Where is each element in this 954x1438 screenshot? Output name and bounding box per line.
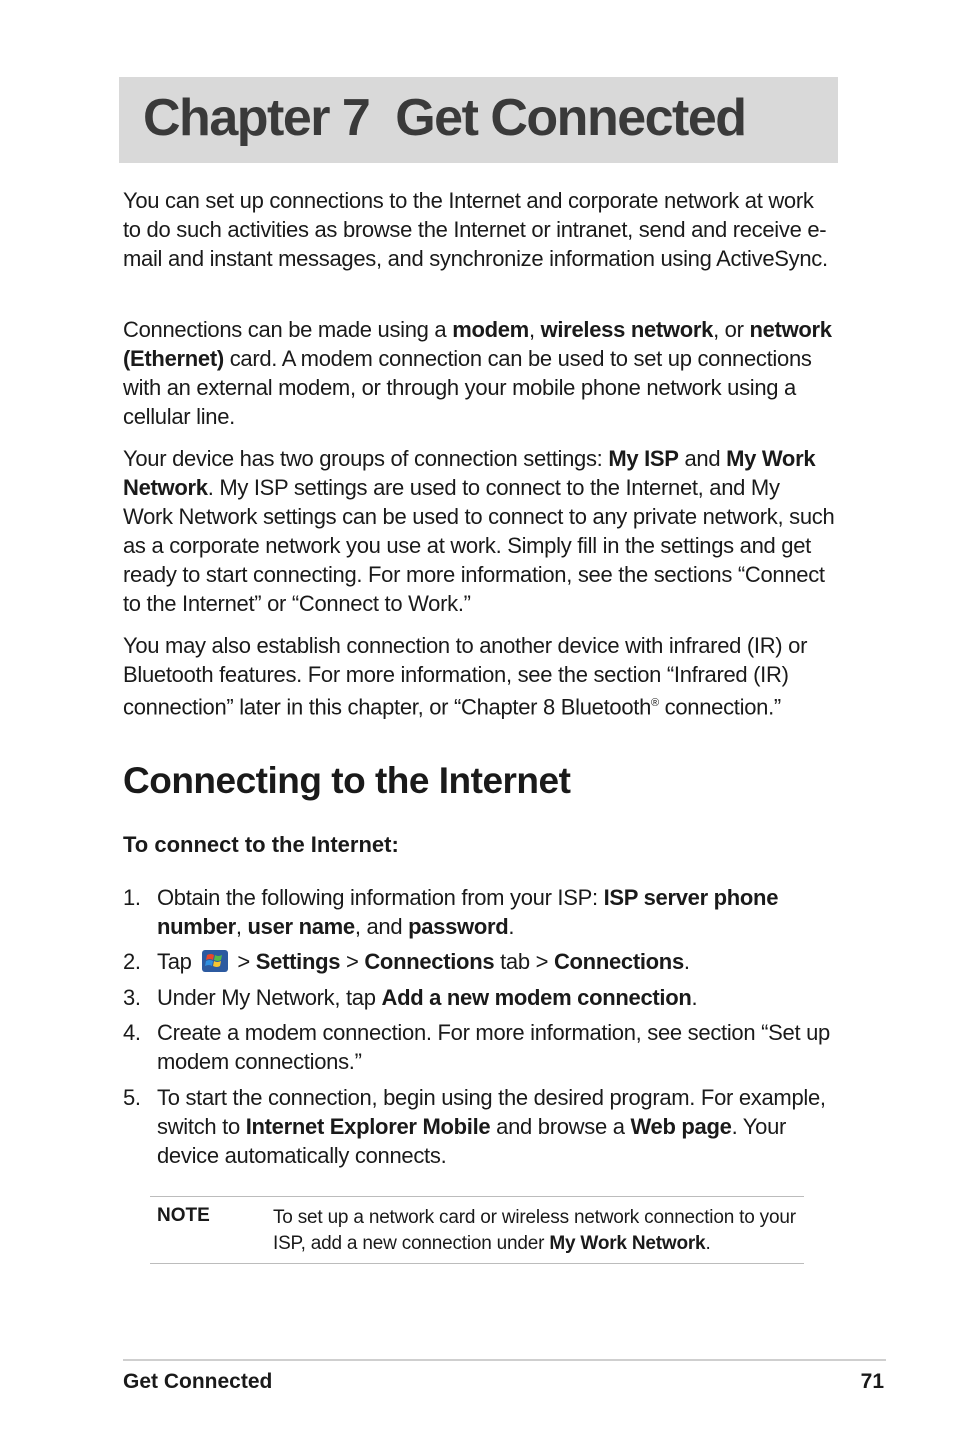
note-text: To set up a network card or wireless network connection to your ISP, add a new connection under My Work Network. — [273, 1207, 796, 1254]
step-text: Tap > Settings > Connections tab > Connections. — [157, 949, 690, 974]
footer-divider — [123, 1359, 886, 1361]
step-text: Obtain the following information from your ISP: ISP server phone number, user name, and password. — [157, 885, 779, 939]
step-text: Under My Network, tap Add a new modem connection. — [157, 985, 698, 1010]
intro-paragraph-3: Your device has two groups of connection settings: My ISP and My Work Network. My ISP settings are used to connect to the Internet, and My Work Network settings can be used to connect to any private network, such as a corporate network you use at work. Simply fill in the settings and get ready to start connecting. For more information, see the sections “Connect to the Internet” or “Connect to Work.” — [123, 446, 835, 616]
step-text: Create a modem connection. For more information, see section “Set up modem connections.” — [157, 1020, 830, 1074]
section-subheading: To connect to the Internet: — [123, 832, 399, 857]
step-number: 1. — [123, 885, 141, 910]
step-2 — [123, 947, 835, 976]
note-label: NOTE — [157, 1205, 210, 1226]
step-3 — [123, 983, 835, 1012]
step-number: 2. — [123, 949, 141, 974]
step-number: 5. — [123, 1085, 141, 1110]
step-number: 4. — [123, 1020, 141, 1045]
footer-chapter-name: Get Connected — [123, 1370, 273, 1393]
step-4 — [123, 1018, 835, 1076]
step-text: To start the connection, begin using the desired program. For example, switch to Internet Explorer Mobile and browse a Web page. Your device automatically connects. — [157, 1085, 826, 1168]
step-5 — [123, 1083, 835, 1170]
step-number: 3. — [123, 985, 141, 1010]
note-box — [150, 1196, 804, 1264]
intro-paragraph-1: You can set up connections to the Internet and corporate network at work to do such activities as browse the Internet or intranet, send and receive e-mail and instant messages, and synchronize information using ActiveSync. — [123, 188, 828, 271]
chapter-title: Chapter 7 Get Connected — [143, 89, 746, 147]
windows-start-icon — [202, 950, 228, 972]
step-1 — [123, 883, 835, 941]
page-number: 71 — [860, 1370, 884, 1393]
intro-paragraph-2: Connections can be made using a modem, wireless network, or network (Ethernet) card. A modem connection can be used to set up connections with an external modem, or through your mobile phone network using a cellular line. — [123, 317, 832, 429]
intro-paragraph-4: You may also establish connection to another device with infrared (IR) or Bluetooth features. For more information, see the section “Infrared (IR) connection” later in this chapter, or “Chapter 8 Bluetooth® connection.” — [123, 633, 808, 720]
section-heading: Connecting to the Internet — [123, 760, 571, 801]
